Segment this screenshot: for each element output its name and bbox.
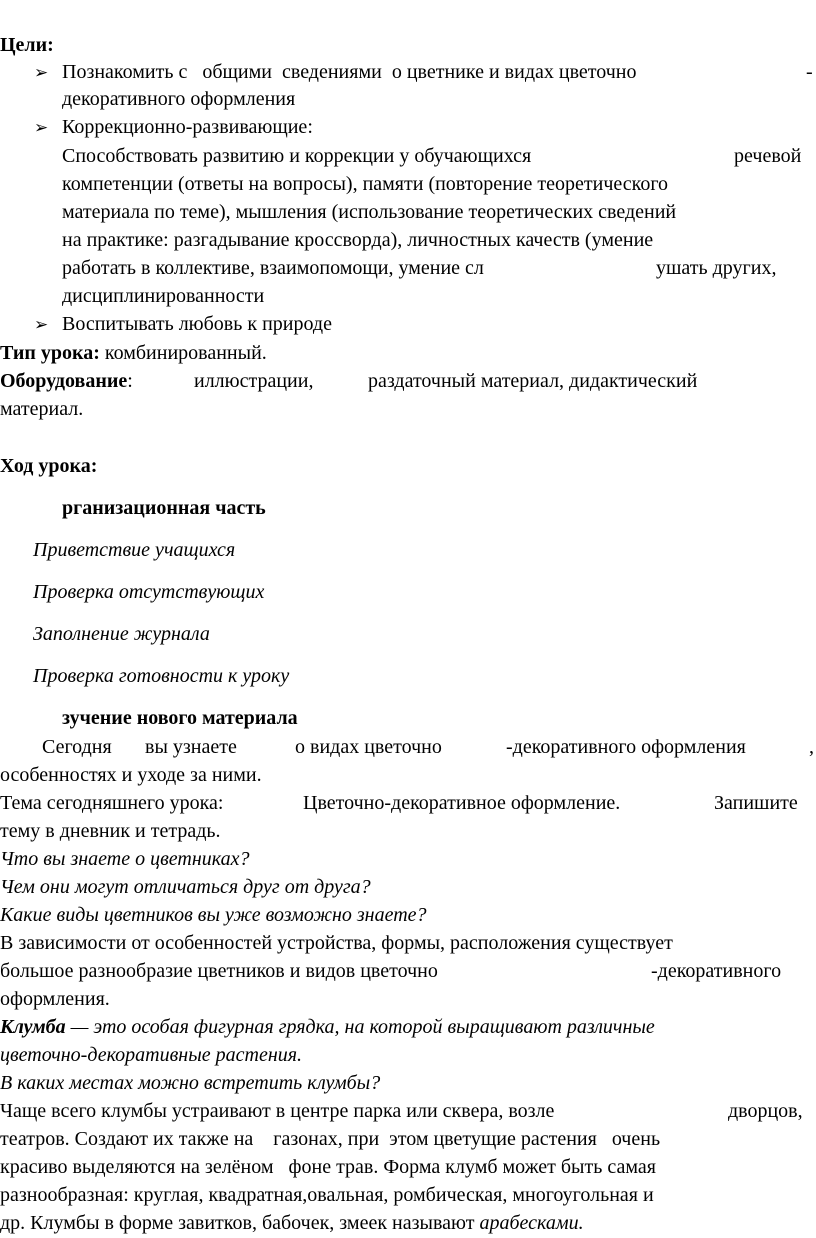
variety-line-3: оформления. (0, 988, 110, 1010)
goal-2-line-1a: Способствовать развитию и коррекции у обучающихся (62, 145, 532, 167)
org-step-3: Заполнение журнала (33, 623, 210, 645)
klumba-definition: Клумба — это особая фигурная грядка, на которой выращивают различные (0, 1016, 655, 1038)
variety-line-2b: -декоративного (651, 960, 782, 982)
arabesque-term: арабесками. (479, 1212, 584, 1234)
intro-line-1e: , (809, 736, 814, 758)
org-step-4: Проверка готовности к уроку (33, 665, 290, 687)
equipment-items-b: раздаточный материал, дидактический (368, 370, 698, 392)
question-1: Что вы знаете о цветниках? (0, 848, 250, 870)
goal-2-line-1b: речевой (734, 145, 802, 167)
lesson-flow-heading: Ход урока: (0, 455, 98, 477)
org-step-1: Приветствие учащихся (33, 539, 236, 561)
intro-line-1d: -декоративного оформления (506, 736, 746, 758)
lesson-type-label: Тип урока: (0, 342, 100, 364)
intro-line-1a: Сегодня (42, 736, 112, 758)
bullet-arrow-icon: ➢ (34, 315, 49, 335)
equipment-label: Оборудование (0, 370, 128, 392)
topic-line-1a: Тема сегодняшнего урока: (0, 792, 224, 814)
lesson-type (0, 340, 267, 367)
goal-2-line-4: на практике: разгадывание кроссворда), личностных качеств (умение (62, 229, 654, 251)
question-2: Чем они могут отличаться друг от друга? (0, 876, 371, 898)
goals-heading: Цели: (0, 34, 54, 56)
topic-line-2: тему в дневник и тетрадь. (0, 820, 221, 842)
goal-3: Воспитывать любовь к природе (62, 313, 332, 335)
goal-2-line-6: дисциплинированности (62, 285, 265, 307)
goal-2-line-5a: работать в коллективе, взаимопомощи, умение сл (62, 257, 484, 279)
intro-line-1c: о видах цветочно (295, 736, 442, 758)
variety-line-2a: большое разнообразие цветников и видов цветочно (0, 960, 438, 982)
equipment-items-a: иллюстрации, (194, 370, 314, 392)
places-question: В каких местах можно встретить клумбы? (0, 1072, 381, 1094)
bullet-arrow-icon: ➢ (34, 63, 49, 83)
question-3: Какие виды цветников вы уже возможно знаете? (0, 904, 427, 926)
places-line-3: красиво выделяются на зелёном фоне трав. Форма клумб может быть самая (0, 1156, 656, 1178)
intro-line-1b: вы узнаете (145, 736, 237, 758)
klumba-term: Клумба (0, 1016, 66, 1038)
topic-line-1b: Цветочно-декоративное оформление. (303, 792, 621, 814)
bullet-arrow-icon: ➢ (34, 118, 49, 138)
org-step-2: Проверка отсутствующих (33, 581, 265, 603)
equipment-line-1: Оборудование: (0, 370, 133, 392)
lesson-type-value: комбинированный. (99, 342, 267, 364)
variety-line-1: В зависимости от особенностей устройства, формы, расположения существует (0, 932, 673, 954)
places-line-1a: Чаще всего клумбы устраивают в центре парка или сквера, возле (0, 1100, 555, 1122)
goal-1-line-2: декоративного оформления (62, 88, 296, 110)
topic-line-1c: Запишите (714, 792, 798, 814)
intro-line-2: особенностях и уходе за ними. (0, 764, 262, 786)
goal-2-line-2: компетенции (ответы на вопросы), памяти (повторение теоретического (62, 173, 669, 195)
places-line-2: театров. Создают их также на газонах, при этом цветущие растения очень (0, 1128, 661, 1150)
places-line-4: разнообразная: круглая, квадратная,овальная, ромбическая, многоугольная и (0, 1184, 654, 1206)
new-material-title: зучение нового материала (62, 707, 298, 729)
goal-2-line-5b: ушать других, (656, 257, 777, 279)
org-part-title: рганизационная часть (62, 497, 266, 519)
goal-1-line-1: Познакомить с общими сведениями о цветнике и видах цветочно (62, 61, 637, 83)
goal-1-hyphen: - (806, 61, 813, 83)
klumba-definition-2: цветочно-декоративные растения. (0, 1044, 303, 1066)
places-line-5: др. Клумбы в форме завитков, бабочек, змеек называют арабесками. (0, 1212, 584, 1234)
goal-2-line-3: материала по теме), мышления (использование теоретических сведений (62, 201, 677, 223)
goal-2-title: Коррекционно-развивающие: (62, 116, 313, 138)
places-line-1b: дворцов, (728, 1100, 803, 1122)
equipment-line-2: материал. (0, 398, 84, 420)
